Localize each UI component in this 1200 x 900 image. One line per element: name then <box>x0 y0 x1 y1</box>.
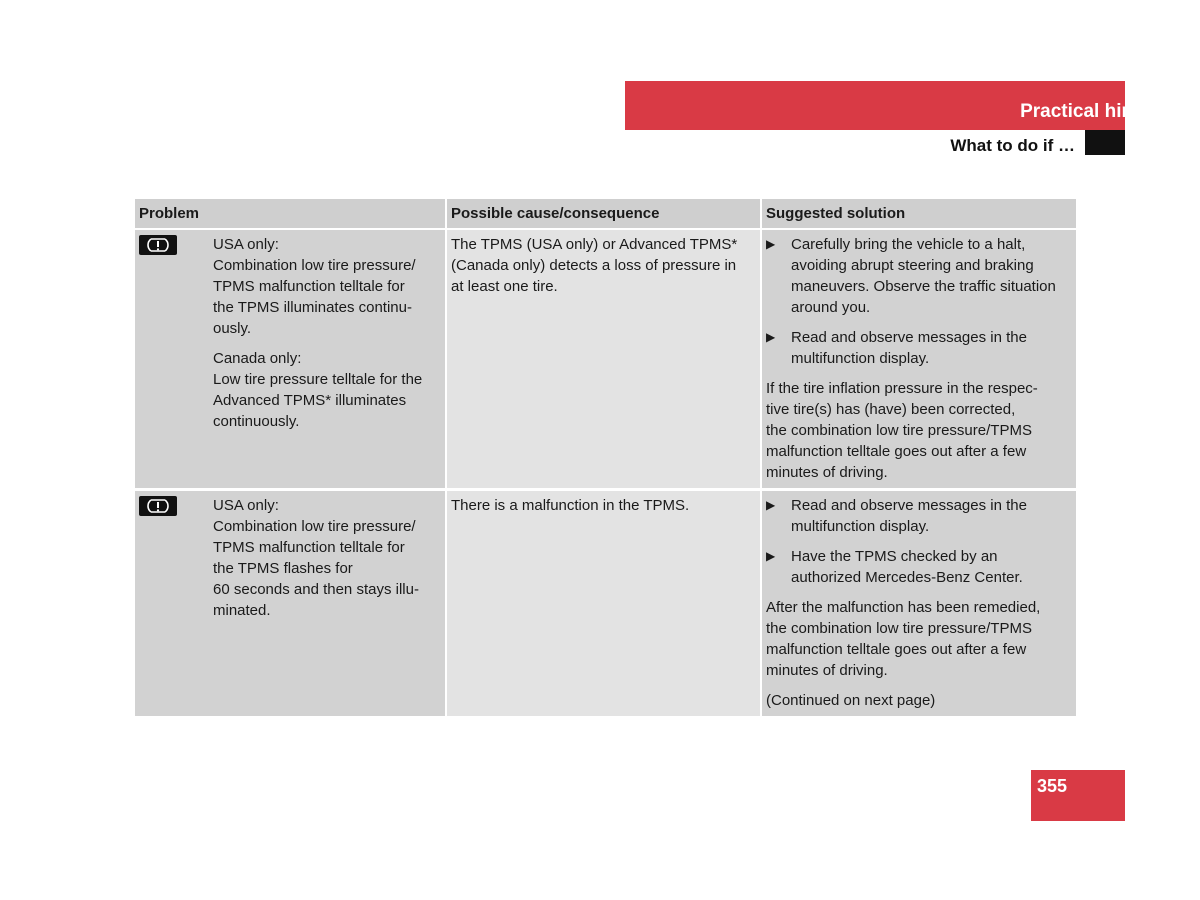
column-header-solution: Suggested solution <box>760 199 1076 230</box>
problem-text <box>213 234 441 432</box>
continued-note: (Continued on next page) <box>766 692 936 709</box>
solution-cell <box>760 230 1076 491</box>
problem-paragraph: USA only: Combination low tire pressure/ TPMS malfunction telltale for the TPMS illuminates continu- ously. <box>213 236 416 337</box>
triangle-bullet-icon: ▶ <box>766 549 776 563</box>
page-number: 355 <box>1037 776 1068 796</box>
triangle-bullet-icon: ▶ <box>766 237 776 251</box>
subsection-marker <box>1085 130 1125 155</box>
column-header-problem: Problem <box>135 199 445 230</box>
problem-paragraph: Canada only: Low tire pressure telltale for the Advanced TPMS* illuminates continuously. <box>213 350 423 430</box>
triangle-bullet-icon: ▶ <box>766 498 776 512</box>
solution-step-text: Have the TPMS checked by an authorized Mercedes-Benz Center. <box>791 548 1023 586</box>
cause-text: The TPMS (USA only) or Advanced TPMS* (Canada only) detects a loss of pressure in at least one tire. <box>451 236 738 295</box>
problem-cell <box>135 491 445 719</box>
solution-cell <box>760 491 1076 719</box>
table-row <box>135 230 1076 491</box>
table-header-row <box>135 199 1076 230</box>
solution-step-text: Read and observe messages in the multifunction display. <box>791 329 1027 367</box>
solution-note: After the malfunction has been remedied, the combination low tire pressure/TPMS malfunction telltale goes out after a few minutes of driving. <box>766 599 1041 679</box>
subsection-title: What to do if … <box>950 136 1075 155</box>
table-row <box>135 491 1076 719</box>
tire-pressure-warning-icon <box>139 235 177 255</box>
cause-cell <box>445 491 760 719</box>
troubleshooting-table <box>135 199 1076 719</box>
solution-step <box>766 327 1072 369</box>
solution-step-text: Carefully bring the vehicle to a halt, avoiding abrupt steering and braking maneuvers. Observe the traffic situation around you. <box>791 236 1056 316</box>
solution-step <box>766 495 1072 537</box>
tire-pressure-warning-icon <box>139 496 177 516</box>
section-title: Practical hints <box>1020 101 1150 122</box>
triangle-bullet-icon: ▶ <box>766 330 776 344</box>
cause-cell <box>445 230 760 491</box>
solution-step-text: Read and observe messages in the multifunction display. <box>791 497 1027 535</box>
solution-note: If the tire inflation pressure in the respec- tive tire(s) has (have) been corrected, the combination low tire pressure/TPMS malfunction telltale goes out after a few minutes of driving. <box>766 380 1038 481</box>
problem-cell <box>135 230 445 491</box>
cause-text: There is a malfunction in the TPMS. <box>451 497 690 514</box>
problem-text <box>213 495 441 621</box>
problem-paragraph: USA only: Combination low tire pressure/ TPMS malfunction telltale for the TPMS flashes for 60 seconds and then stays illu- minated. <box>213 497 419 619</box>
column-header-cause: Possible cause/consequence <box>445 199 760 230</box>
solution-step <box>766 234 1072 318</box>
solution-step <box>766 546 1072 588</box>
